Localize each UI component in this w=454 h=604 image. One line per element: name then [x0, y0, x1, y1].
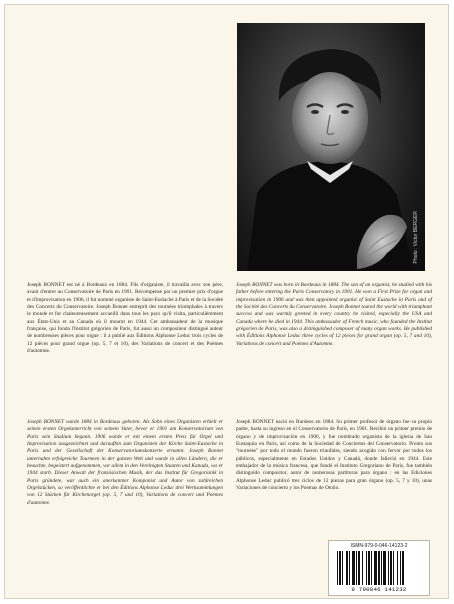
portrait-figure — [237, 23, 425, 271]
back-cover-page — [4, 4, 449, 599]
biography-english: Joseph BONNET was born in Bordeaux in 1884. The son of an organist, he studied with his father before entering the Paris Conservatory in 1901. He won a First Prize for organ and improvisation in 1906 and was then appointed organist of Saint Eustache in Paris and of the Société des Concerts du Conservatoire. Joseph Bonnet toured the world with triumphant success and was warmly greeted in every country he visited, especially the USA and Canada where he died in 1944. This ambassador of French music, who founded the Institut grégorien de Paris, was also a distinguished composer of many organ works. He published with Éditions Alphonse Leduc three cycles of 12 pieces for grand organ (op. 5, 7 and 10), Variations de concert and Poèmes d'Automne. — [236, 282, 432, 347]
portrait-photo — [237, 23, 425, 271]
biography-french: Joseph BONNET est né à Bordeaux en 1884. Fils d'organiste, il travailla avec son père, avant d'entrer au Conservatoire de Paris en 1901. Récompensé par un premier prix d'orgue et d'improvisation en 1906, il fut nommé organiste de Saint-Eustache à Paris et de la Société des Concerts du Conservatoire. Joseph Bonnet entreprit des tournées triomphales à travers le monde et fut chaleureusement accueilli dans tous les pays qu'il visita, particulièrement aux États-Unis et au Canada où il mourut en 1944. Cet ambassadeur de la musique française, qui fonda l'Institut grégorien de Paris, fut aussi un compositeur distingué auteur de nombreuses pièces pour orgue : il a publié aux Éditions Alphonse Leduc trois cycles de 12 pièces pour grand orgue (op. 5, 7 et 10), des Variations de concert et des Poèmes d'automne. — [27, 282, 223, 355]
photo-credit: Photo : Victor BERGER — [413, 210, 419, 263]
barcode-label — [328, 540, 430, 596]
biography-german: Joseph BONNET wurde 1884 in Bordeaux geboren. Als Sohn eines Organisten erhielt er seinen ersten Orgelunterricht von seinem Vater, bevor er 1901 am Konservatorium von Paris sein Studium begann. 1906 wurde er mit einem ersten Preis für Orgel und Improvisation ausgezeichnet und daraufhin zum Organisten der Kirche Saint-Eustache in Paris und der Gesellschaft der Konservatoriumskonzerte ernannt. Joseph Bonnet unternahm erfolgreiche Tourneen in der ganzen Welt und wurde in allen Ländern, die er besuchte, begeistert aufgenommen, vor allem in den Vereinigten Staaten und Kanada, wo er 1944 starb. Dieser Anwalt der französischen Musik, der das Institut für Gregorianik in Paris gründete, war auch ein anerkannter Komponist und Autor von zahlreichen Orgelstücken, so veröffentlichte er bei den Éditions Alphonse Leduc drei Werksammlungen von 12 Stücken für Kirchenorgel (op. 5, 7 und 10), Variations de concert und Poèmes d'automne. — [27, 419, 223, 506]
biography-spanish: Joseph BONNET nació en Burdeos en 1884. Su primer profesor de órgano fue su propio padre, hasta su ingreso en el Conservatorio de París, en 1901. Recibió un primer premio de órgano y de improvisación en 1906, y fue nombrado organista de la iglesia de San Eustaquio en París, así como de la Sociedad de Conciertos del Conservatorio. Pronto sus "tournées" por todo el mundo fueron triunfales, siendo acogido con fervor por todos los públicos, especialmente en Estados Unidos y Canadá, donde falleció en 1944. Este embajador de la música francesa, que fundó el Instituto Gregoriano de París, fue también distinguido compositor, autor de numerosas partituras para órgano : en las Ediciones Alphonse Leduc publicó tres ciclos de 12 piezas para gran órgano (op. 5, 7 y 10), unas Variaciones de concierto y los Poemas de Otoño. — [236, 419, 432, 492]
ean-number: 9 790046 141232 — [351, 586, 407, 593]
ismn-text: ISMN-979-0-046-14123-2 — [350, 543, 408, 549]
barcode-icon — [337, 551, 421, 585]
